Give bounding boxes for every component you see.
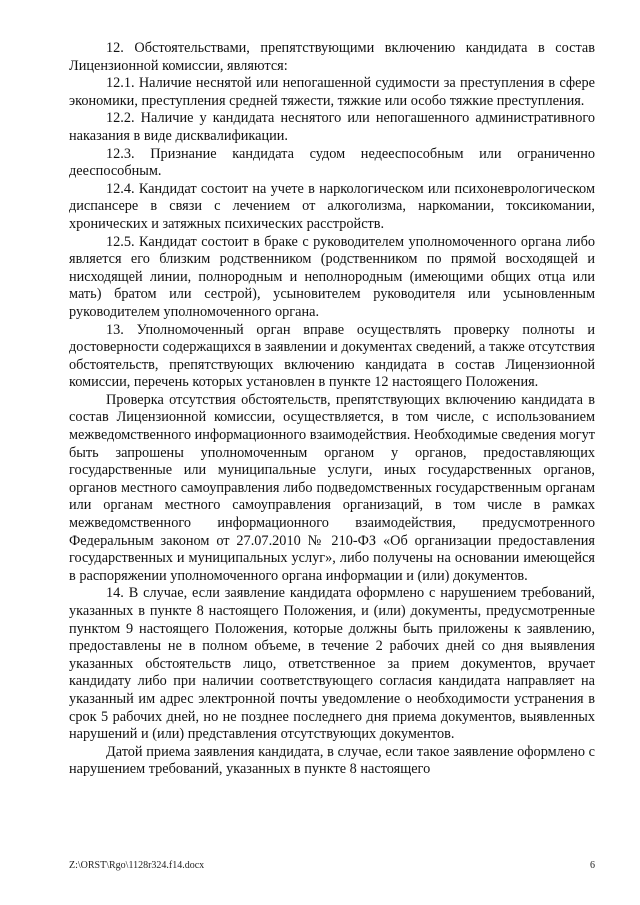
paragraph-12-2: 12.2. Наличие у кандидата неснятого или непогашенного административного наказания в виде дисквалификации. [69, 110, 595, 144]
paragraph-14: 14. В случае, если заявление кандидата оформлено с нарушением требований, указанных в пункте 8 настоящего Положения, и (или) документы, предусмотренные пунктом 9 настоящего Положения, которые должны быть приложены к заявлению, предоставлены не в полном объеме, в течение 2 рабочих дней со дня выявления указанных обстоятельств лицо, ответственное за прием документов, вручает кандидату либо при наличии соответствующего согласия кандидата направляет на указанный им адрес электронной почты уведомление о необходимости устранения в срок 5 рабочих дней, но не позднее последнего дня приема документов, выявленных нарушений и (или) представления отсутствующих документов. [69, 585, 595, 743]
paragraph-12-3: 12.3. Признание кандидата судом недееспособным или ограниченно дееспособным. [69, 145, 595, 180]
paragraph-12-4: 12.4. Кандидат состоит на учете в наркологическом или психоневрологическом диспансере в связи с лечением от алкоголизма, наркомании, токсикомании, хронических и затяжных психических расстройств. [69, 180, 595, 232]
document-body [69, 40, 595, 779]
paragraph-14-date: Датой приема заявления кандидата, в случае, если такое заявление оформлено с нарушением требований, указанных в пункте 8 настоящего [69, 743, 595, 778]
paragraph-12: 12. Обстоятельствами, препятствующими включению кандидата в состав Лицензионной комиссии, являются: [69, 40, 595, 74]
paragraph-13-check: Проверка отсутствия обстоятельств, препятствующих включению кандидата в состав Лицензионной комиссии, осуществляется, в том числе, с использованием межведомственного информационного взаимодействия. Необходимые сведения могут быть запрошены уполномоченным органом у органов, предоставляющих государственные или муниципальные услуги, иных государственных органов, органов местного самоуправления либо подведомственных государственным органам или органам местного самоуправления организаций, в том числе в рамках межведомственного информационного взаимодействия, предусмотренного Федеральным законом от 27.07.2010 № 210-ФЗ «Об организации предоставления государственных и муниципальных услуг», либо получены на основании имеющейся в распоряжении уполномоченного органа информации и (или) документов. [69, 391, 595, 584]
paragraph-13: 13. Уполномоченный орган вправе осуществлять проверку полноты и достоверности содержащихся в заявлении и документах сведений, а также отсутствия обстоятельств, препятствующих включению кандидата в состав Лицензионной комиссии, перечень которых установлен в пункте 12 настоящего Положения. [69, 321, 595, 391]
footer-page-number: 6 [590, 860, 595, 871]
paragraph-12-1: 12.1. Наличие неснятой или непогашенной судимости за преступления в сфере экономики, преступления средней тяжести, тяжкие или особо тяжкие преступления. [69, 75, 595, 109]
footer-file-path: Z:\ORST\Rgo\1128r324.f14.docx [69, 860, 205, 871]
paragraph-12-5: 12.5. Кандидат состоит в браке с руководителем уполномоченного органа либо является его близким родственником (родственником по прямой восходящей и нисходящей линии, полнородным и неполнородным (имеющими общих отца или мать) братом или сестрой), усыновителем руководителя или усыновленным руководителем уполномоченного органа. [69, 233, 595, 320]
